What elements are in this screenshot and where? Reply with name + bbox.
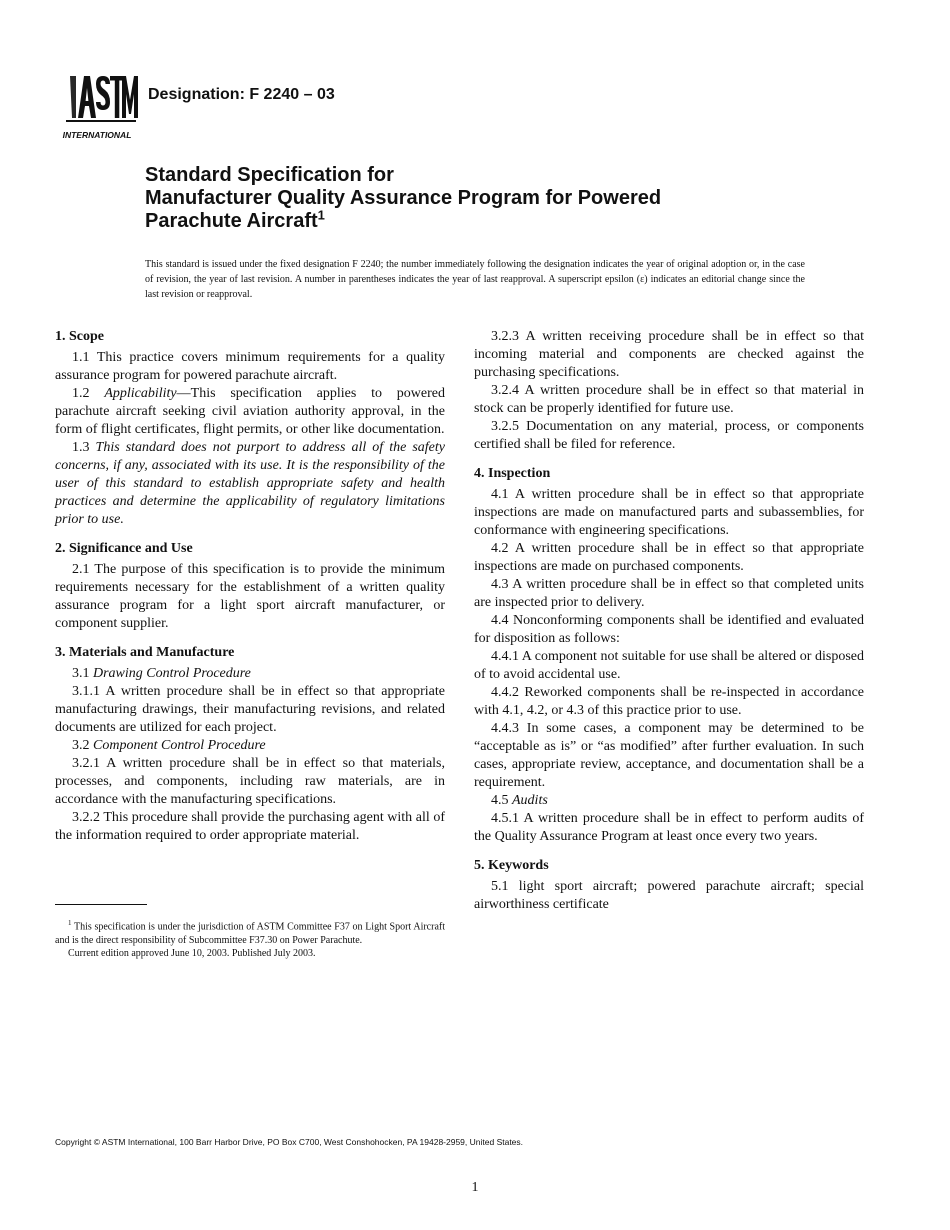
paragraph-3-2-5: 3.2.5 Documentation on any material, process, or components certified shall be filed for reference. [474,419,864,452]
paragraph-4-3: 4.3 A written procedure shall be in effect so that completed units are inspected prior to delivery. [474,577,864,610]
footnote-edition: Current edition approved June 10, 2003. Published July 2003. [68,948,316,960]
title-line-2: Manufacturer Quality Assurance Program for Powered [145,187,662,209]
paragraph-1-2-text: —This specification applies to powered parachute aircraft seeking civil aviation authority approval, in the form of flight certificates, flight permits, or other like documentation. [55,386,445,437]
section-heading-materials: 3. Materials and Manufacture [55,645,235,660]
astm-logo [56,70,138,144]
paragraph-3-2-4: 3.2.4 A written procedure shall be in effect so that material in stock can be properly identified for future use. [474,383,864,416]
footnote-mark: 1 [68,919,72,927]
paragraph-3-1-term: Drawing Control Procedure [93,666,251,681]
paragraph-3-1-number: 3.1 [72,666,90,681]
title-footnote-mark: 1 [317,207,325,223]
paragraph-3-2-term: Component Control Procedure [93,738,266,753]
section-heading-keywords: 5. Keywords [474,858,549,873]
paragraph-3-2-1: 3.2.1 A written procedure shall be in effect so that materials, processes, and components, including raw materials, are in accordance with the manufacturing specifications. [55,756,445,807]
paragraph-2-1: 2.1 The purpose of this specification is to provide the minimum requirements necessary for the establishment of a written quality assurance program for a light sport aircraft manufacturer, or component supplier. [55,562,445,631]
paragraph-1-1: 1.1 This practice covers minimum requirements for a quality assurance program for powered parachute aircraft. [55,350,445,383]
section-heading-inspection: 4. Inspection [474,466,551,481]
copyright-notice: Copyright © ASTM International, 100 Barr Harbor Drive, PO Box C700, West Conshohocken, PA 19428-2959, United States. [55,1137,524,1147]
left-column [55,328,445,845]
paragraph-4-4-3: 4.4.3 In some cases, a component may be determined to be “acceptable as is” or “as modified” after further evaluation. In such cases, appropriate review, acceptance, and documentation shall be a requirement. [474,721,864,790]
paragraph-3-2 [55,737,445,755]
logo-text: INTERNATIONAL [62,130,132,140]
document-title [145,164,845,233]
paragraph-3-2-2: 3.2.2 This procedure shall provide the purchasing agent with all of the information required to order appropriate material. [55,810,445,843]
footnote-divider [55,904,147,905]
footnote [55,917,445,961]
paragraph-4-5-1: 4.5.1 A written procedure shall be in effect to perform audits of the Quality Assurance Program at least once every two years. [474,811,864,844]
title-line-3 [145,207,845,233]
paragraph-3-2-3: 3.2.3 A written receiving procedure shall be in effect so that incoming material and components are checked against the purchasing specifications. [474,329,864,380]
footnote-1 [55,917,445,947]
title-line-3-text: Parachute Aircraft [145,210,318,232]
section-heading-scope: 1. Scope [55,329,104,344]
title-line-1: Standard Specification for [145,164,394,186]
paragraph-4-4-2: 4.4.2 Reworked components shall be re-inspected in accordance with 4.1, 4.2, or 4.3 of this practice prior to use. [474,685,864,718]
paragraph-3-1 [55,665,445,683]
paragraph-4-5 [474,792,864,810]
paragraph-4-5-number: 4.5 [491,793,509,808]
paragraph-4-5-term: Audits [512,793,548,808]
section-heading-significance: 2. Significance and Use [55,541,193,556]
paragraph-1-3 [55,439,445,529]
paragraph-3-1-1: 3.1.1 A written procedure shall be in effect so that appropriate manufacturing drawings, their manufacturing revisions, and related documents are utilized for each project. [55,684,445,735]
footnote-1-text: This specification is under the jurisdiction of ASTM Committee F37 on Light Sport Aircraft and is the direct responsibility of Subcommittee F37.30 on Power Parachute. [55,921,445,946]
right-column [474,328,864,914]
paragraph-1-3-number: 1.3 [72,440,90,455]
paragraph-1-2 [55,385,445,439]
paragraph-1-3-text: This standard does not purport to address all of the safety concerns, if any, associated with its use. It is the responsibility of the user of this standard to establish appropriate safety and health practices and determine the applicability of regulatory limitations prior to use. [55,440,446,527]
paragraph-4-4-1: 4.4.1 A component not suitable for use shall be altered or disposed of to avoid accidental use. [474,649,864,682]
paragraph-1-2-term: Applicability [104,386,177,401]
paragraph-3-2-number: 3.2 [72,738,90,753]
page-number: 1 [471,1180,479,1195]
designation: Designation: F 2240 – 03 [148,86,335,103]
paragraph-5-1: 5.1 light sport aircraft; powered parachute aircraft; special airworthiness certificate [474,879,864,912]
paragraph-4-1: 4.1 A written procedure shall be in effect so that appropriate inspections are made on manufactured parts and subassemblies, for conformance with engineering specifications. [474,487,864,538]
paragraph-4-4: 4.4 Nonconforming components shall be identified and evaluated for disposition as follows: [474,613,864,646]
issue-note: This standard is issued under the fixed designation F 2240; the number immediately following the designation indicates the year of original adoption or, in the case of revision, the year of last revision. A number in parentheses indicates the year of last reapproval. A superscript epsilon (ε) indicates an editorial change since the last revision or reapproval. [145,259,805,300]
paragraph-4-2: 4.2 A written procedure shall be in effect so that appropriate inspections are made on purchased components. [474,541,864,574]
paragraph-1-2-number: 1.2 [72,386,90,401]
